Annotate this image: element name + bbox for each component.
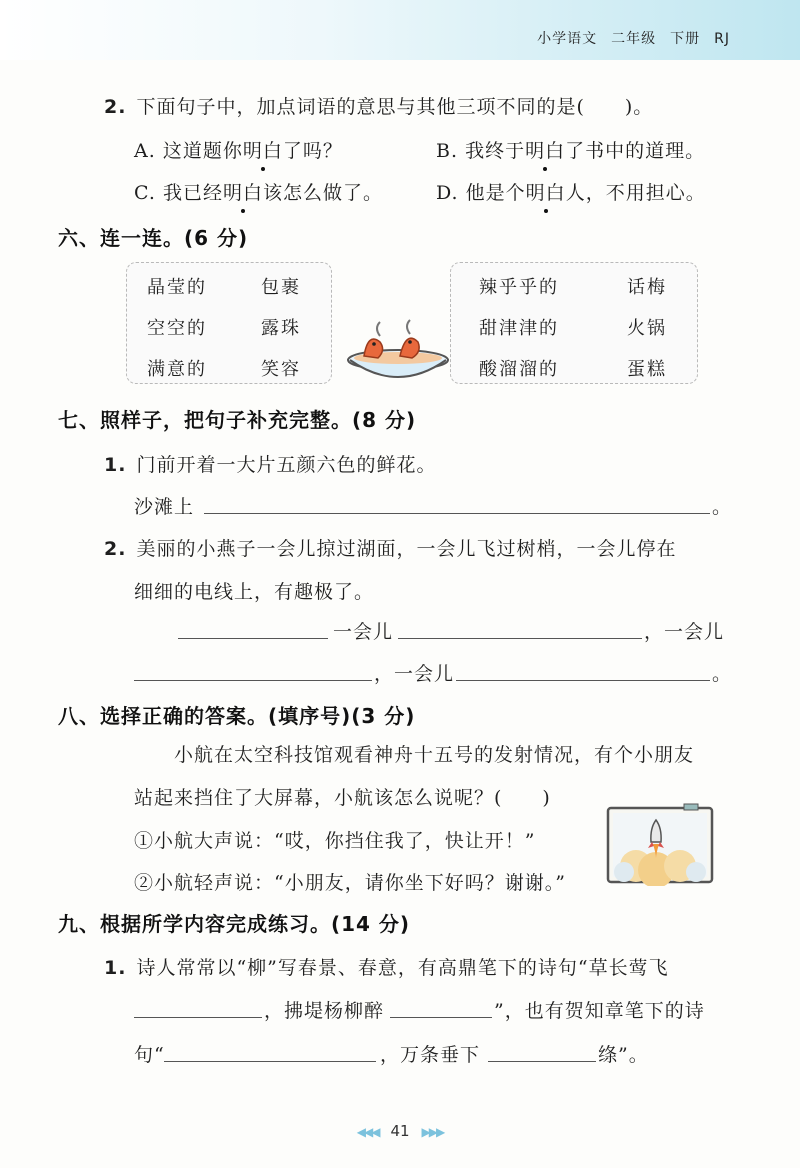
match-left-b2[interactable]: 露珠 — [261, 318, 301, 339]
section-8-title: 八、选择正确的答案。(填序号)(3 分) — [58, 704, 416, 728]
match-left-b3[interactable]: 笑容 — [261, 359, 301, 380]
q7-2-line1 — [104, 534, 676, 561]
q7-1-example — [104, 450, 436, 477]
match-left-b1[interactable]: 包裹 — [261, 277, 301, 298]
q9-1-text1: 诗人常常以“柳”写春景、春意，有高鼎笔下的诗句“草长莺飞 — [136, 957, 669, 979]
q5-2-stem-text: 下面句子中，加点词语的意思与其他三项不同的是( )。 — [136, 96, 654, 118]
option-d-dotted: 明白 — [525, 182, 566, 204]
rocket-launch-icon — [604, 802, 716, 886]
section-9-title: 九、根据所学内容完成练习。(14 分) — [58, 912, 411, 936]
q7-1-prefix: 沙滩上 — [134, 496, 195, 518]
q8-text-1: 小航在太空科技馆观看神舟十五号的发射情况，有个小朋友 — [174, 744, 695, 766]
q7-2-blank-1[interactable] — [178, 638, 328, 639]
header-subject: 小学语文 — [537, 31, 598, 47]
option-d-pre: 他是个 — [465, 182, 526, 204]
q9-1-blank-2[interactable] — [390, 1017, 492, 1018]
header-edition: RJ — [714, 31, 730, 47]
q9-1-mid-3: ，万条垂下 — [380, 1044, 481, 1066]
footer-left-arrows: ◀◀◀ — [356, 1125, 379, 1139]
option-b-pre: 我终于 — [465, 140, 526, 162]
q9-1-end-3: 绦”。 — [598, 1044, 649, 1066]
match-right-b1[interactable]: 话梅 — [627, 277, 667, 298]
q7-2-blank-4[interactable] — [456, 680, 710, 681]
footer — [0, 1122, 800, 1140]
option-d-letter: D. — [436, 182, 459, 204]
option-b-letter: B. — [436, 140, 459, 162]
option-b-dotted: 明白 — [525, 140, 566, 162]
q7-1-end: 。 — [712, 496, 733, 518]
option-a-letter: A. — [134, 140, 156, 162]
match-left-a2[interactable]: 空空的 — [147, 318, 207, 339]
header-info — [523, 28, 730, 48]
match-right-b2[interactable]: 火锅 — [627, 318, 667, 339]
option-d-post: 人，不用担心。 — [565, 182, 706, 204]
match-left-a3[interactable]: 满意的 — [147, 359, 207, 380]
option-c-letter: C. — [134, 182, 156, 204]
q7-2-end: 。 — [712, 663, 733, 685]
q9-1-blank-1[interactable] — [134, 1017, 262, 1018]
q9-1-blank-3[interactable] — [164, 1061, 376, 1062]
match-box-right — [450, 262, 698, 384]
match-right-a1[interactable]: 辣乎乎的 — [479, 277, 559, 298]
hotpot-shrimp-icon — [340, 318, 460, 386]
q5-2-option-d — [436, 178, 706, 205]
q8-option-2[interactable]: ②小航轻声说：“小朋友，请你坐下好吗？谢谢。” — [134, 872, 566, 894]
q7-2-text1: 美丽的小燕子一会儿掠过湖面，一会儿飞过树梢，一会儿停在 — [136, 538, 677, 560]
header-volume: 下册 — [670, 31, 701, 47]
q8-option-1[interactable]: ①小航大声说：“哎，你挡住我了，快让开！” — [134, 830, 536, 852]
q9-1-mid-1: ，拂堤杨柳醉 — [264, 1000, 385, 1022]
match-box-left — [126, 262, 332, 384]
q5-2-option-c — [134, 178, 383, 205]
q7-2-word-1: 一会儿 — [333, 621, 394, 643]
option-c-pre: 我已经 — [162, 182, 223, 204]
q9-1-line1 — [104, 953, 669, 980]
q5-2-number: 2. — [104, 96, 127, 118]
q9-1-end-1: ”，也有贺知章笔下的诗 — [494, 1000, 705, 1022]
q7-2-blank-3[interactable] — [134, 680, 372, 681]
option-a-post: 了吗？ — [282, 140, 343, 162]
q5-2-stem — [104, 92, 653, 119]
q7-1-answer-line[interactable] — [204, 513, 710, 514]
page-number: 41 — [390, 1122, 410, 1140]
q7-2-word-3: ，一会儿 — [374, 663, 455, 685]
header-grade: 二年级 — [611, 31, 657, 47]
match-right-a2[interactable]: 甜津津的 — [479, 318, 559, 339]
option-c-dotted: 明白 — [222, 182, 263, 204]
q9-1-number: 1. — [104, 957, 127, 979]
match-right-a3[interactable]: 酸溜溜的 — [479, 359, 559, 380]
section-7-title: 七、照样子，把句子补充完整。(8 分) — [58, 408, 417, 432]
footer-right-arrows: ▶▶▶ — [421, 1125, 444, 1139]
q7-2-line2: 细细的电线上，有趣极了。 — [134, 581, 375, 603]
match-left-a1[interactable]: 晶莹的 — [147, 277, 207, 298]
match-right-b3[interactable]: 蛋糕 — [627, 359, 667, 380]
q8-text-2: 站起来挡住了大屏幕，小航该怎么说呢？( ) — [134, 787, 551, 809]
option-a-dotted: 明白 — [242, 140, 283, 162]
q9-1-blank-4[interactable] — [488, 1061, 596, 1062]
option-c-post: 该怎么做了。 — [262, 182, 383, 204]
q7-2-word-2: ，一会儿 — [644, 621, 725, 643]
q9-1-start-3: 句“ — [134, 1044, 165, 1066]
q5-2-option-b — [436, 136, 705, 163]
q7-1-text: 门前开着一大片五颜六色的鲜花。 — [136, 454, 437, 476]
option-a-pre: 这道题你 — [162, 140, 243, 162]
q7-2-blank-2[interactable] — [398, 638, 642, 639]
q7-2-number: 2. — [104, 538, 127, 560]
option-b-post: 了书中的道理。 — [565, 140, 706, 162]
q5-2-option-a — [134, 136, 343, 163]
section-6-title: 六、连一连。(6 分) — [58, 226, 249, 250]
q7-1-number: 1. — [104, 454, 127, 476]
